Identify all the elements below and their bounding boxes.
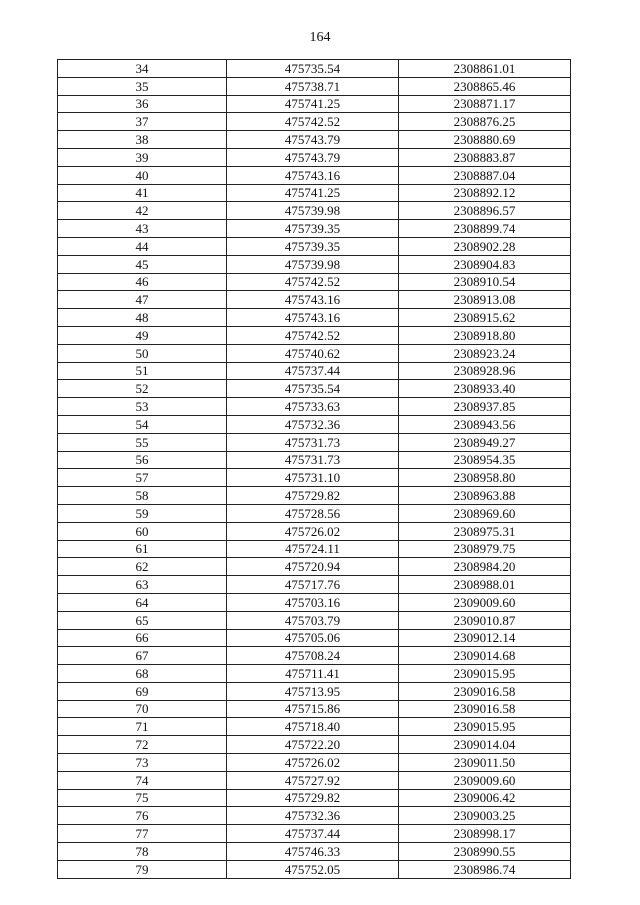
point-number-cell: 56 [58, 451, 227, 469]
x-coordinate-cell: 475705.06 [227, 629, 399, 647]
table-row [58, 469, 571, 487]
x-coordinate-cell: 475742.52 [227, 113, 399, 131]
point-number-cell: 46 [58, 273, 227, 291]
table-row [58, 843, 571, 861]
y-coordinate-cell: 2308923.24 [399, 344, 571, 362]
x-coordinate-cell: 475728.56 [227, 504, 399, 522]
y-coordinate-cell: 2308861.01 [399, 60, 571, 78]
coordinate-table [57, 59, 571, 879]
x-coordinate-cell: 475739.35 [227, 220, 399, 238]
table-row [58, 291, 571, 309]
coordinate-table-body [58, 60, 571, 879]
y-coordinate-cell: 2308984.20 [399, 558, 571, 576]
point-number-cell: 77 [58, 825, 227, 843]
table-row [58, 273, 571, 291]
x-coordinate-cell: 475715.86 [227, 700, 399, 718]
x-coordinate-cell: 475713.95 [227, 682, 399, 700]
x-coordinate-cell: 475732.36 [227, 807, 399, 825]
point-number-cell: 44 [58, 237, 227, 255]
y-coordinate-cell: 2308975.31 [399, 522, 571, 540]
point-number-cell: 57 [58, 469, 227, 487]
y-coordinate-cell: 2308998.17 [399, 825, 571, 843]
table-row [58, 754, 571, 772]
x-coordinate-cell: 475703.16 [227, 593, 399, 611]
x-coordinate-cell: 475711.41 [227, 665, 399, 683]
x-coordinate-cell: 475743.16 [227, 291, 399, 309]
table-row [58, 95, 571, 113]
point-number-cell: 60 [58, 522, 227, 540]
x-coordinate-cell: 475739.98 [227, 202, 399, 220]
point-number-cell: 64 [58, 593, 227, 611]
table-row [58, 576, 571, 594]
y-coordinate-cell: 2308887.04 [399, 166, 571, 184]
table-row [58, 380, 571, 398]
x-coordinate-cell: 475743.79 [227, 131, 399, 149]
x-coordinate-cell: 475752.05 [227, 860, 399, 878]
point-number-cell: 50 [58, 344, 227, 362]
y-coordinate-cell: 2308880.69 [399, 131, 571, 149]
y-coordinate-cell: 2308986.74 [399, 860, 571, 878]
x-coordinate-cell: 475732.36 [227, 415, 399, 433]
x-coordinate-cell: 475740.62 [227, 344, 399, 362]
point-number-cell: 69 [58, 682, 227, 700]
x-coordinate-cell: 475727.92 [227, 771, 399, 789]
table-row [58, 522, 571, 540]
table-row [58, 718, 571, 736]
point-number-cell: 42 [58, 202, 227, 220]
x-coordinate-cell: 475742.52 [227, 273, 399, 291]
table-row [58, 362, 571, 380]
y-coordinate-cell: 2308990.55 [399, 843, 571, 861]
point-number-cell: 74 [58, 771, 227, 789]
table-row [58, 807, 571, 825]
x-coordinate-cell: 475718.40 [227, 718, 399, 736]
x-coordinate-cell: 475743.16 [227, 309, 399, 327]
x-coordinate-cell: 475735.54 [227, 380, 399, 398]
table-row [58, 166, 571, 184]
table-row [58, 415, 571, 433]
point-number-cell: 70 [58, 700, 227, 718]
table-row [58, 148, 571, 166]
table-row [58, 398, 571, 416]
x-coordinate-cell: 475738.71 [227, 77, 399, 95]
table-row [58, 309, 571, 327]
point-number-cell: 71 [58, 718, 227, 736]
x-coordinate-cell: 475733.63 [227, 398, 399, 416]
y-coordinate-cell: 2308902.28 [399, 237, 571, 255]
y-coordinate-cell: 2309012.14 [399, 629, 571, 647]
x-coordinate-cell: 475735.54 [227, 60, 399, 78]
x-coordinate-cell: 475729.82 [227, 789, 399, 807]
point-number-cell: 68 [58, 665, 227, 683]
point-number-cell: 62 [58, 558, 227, 576]
table-row [58, 131, 571, 149]
x-coordinate-cell: 475731.73 [227, 451, 399, 469]
point-number-cell: 67 [58, 647, 227, 665]
table-row [58, 344, 571, 362]
y-coordinate-cell: 2308899.74 [399, 220, 571, 238]
table-row [58, 611, 571, 629]
x-coordinate-cell: 475726.02 [227, 754, 399, 772]
y-coordinate-cell: 2308915.62 [399, 309, 571, 327]
table-row [58, 771, 571, 789]
x-coordinate-cell: 475708.24 [227, 647, 399, 665]
table-row [58, 60, 571, 78]
x-coordinate-cell: 475741.25 [227, 184, 399, 202]
point-number-cell: 48 [58, 309, 227, 327]
point-number-cell: 61 [58, 540, 227, 558]
point-number-cell: 66 [58, 629, 227, 647]
x-coordinate-cell: 475746.33 [227, 843, 399, 861]
point-number-cell: 43 [58, 220, 227, 238]
page-number: 164 [309, 30, 331, 45]
point-number-cell: 52 [58, 380, 227, 398]
point-number-cell: 58 [58, 487, 227, 505]
point-number-cell: 47 [58, 291, 227, 309]
point-number-cell: 49 [58, 326, 227, 344]
point-number-cell: 34 [58, 60, 227, 78]
y-coordinate-cell: 2308928.96 [399, 362, 571, 380]
y-coordinate-cell: 2309014.68 [399, 647, 571, 665]
y-coordinate-cell: 2308954.35 [399, 451, 571, 469]
table-row [58, 558, 571, 576]
point-number-cell: 40 [58, 166, 227, 184]
x-coordinate-cell: 475737.44 [227, 362, 399, 380]
y-coordinate-cell: 2309009.60 [399, 593, 571, 611]
point-number-cell: 45 [58, 255, 227, 273]
x-coordinate-cell: 475724.11 [227, 540, 399, 558]
table-row [58, 220, 571, 238]
y-coordinate-cell: 2309010.87 [399, 611, 571, 629]
table-row [58, 682, 571, 700]
x-coordinate-cell: 475743.16 [227, 166, 399, 184]
table-row [58, 540, 571, 558]
point-number-cell: 36 [58, 95, 227, 113]
table-row [58, 77, 571, 95]
table-row [58, 700, 571, 718]
x-coordinate-cell: 475731.73 [227, 433, 399, 451]
point-number-cell: 38 [58, 131, 227, 149]
y-coordinate-cell: 2308943.56 [399, 415, 571, 433]
table-row [58, 202, 571, 220]
table-row [58, 825, 571, 843]
y-coordinate-cell: 2309006.42 [399, 789, 571, 807]
y-coordinate-cell: 2308958.80 [399, 469, 571, 487]
table-row [58, 647, 571, 665]
point-number-cell: 37 [58, 113, 227, 131]
table-row [58, 736, 571, 754]
x-coordinate-cell: 475743.79 [227, 148, 399, 166]
table-row [58, 184, 571, 202]
x-coordinate-cell: 475722.20 [227, 736, 399, 754]
point-number-cell: 41 [58, 184, 227, 202]
point-number-cell: 55 [58, 433, 227, 451]
y-coordinate-cell: 2308910.54 [399, 273, 571, 291]
y-coordinate-cell: 2308865.46 [399, 77, 571, 95]
point-number-cell: 73 [58, 754, 227, 772]
y-coordinate-cell: 2308892.12 [399, 184, 571, 202]
x-coordinate-cell: 475717.76 [227, 576, 399, 594]
table-row [58, 629, 571, 647]
y-coordinate-cell: 2308979.75 [399, 540, 571, 558]
point-number-cell: 65 [58, 611, 227, 629]
point-number-cell: 51 [58, 362, 227, 380]
table-row [58, 237, 571, 255]
point-number-cell: 76 [58, 807, 227, 825]
table-row [58, 451, 571, 469]
y-coordinate-cell: 2309016.58 [399, 700, 571, 718]
x-coordinate-cell: 475739.35 [227, 237, 399, 255]
point-number-cell: 35 [58, 77, 227, 95]
table-row [58, 487, 571, 505]
y-coordinate-cell: 2308949.27 [399, 433, 571, 451]
table-row [58, 665, 571, 683]
y-coordinate-cell: 2309015.95 [399, 718, 571, 736]
y-coordinate-cell: 2308904.83 [399, 255, 571, 273]
table-row [58, 255, 571, 273]
x-coordinate-cell: 475720.94 [227, 558, 399, 576]
table-row [58, 433, 571, 451]
point-number-cell: 79 [58, 860, 227, 878]
y-coordinate-cell: 2309011.50 [399, 754, 571, 772]
point-number-cell: 39 [58, 148, 227, 166]
point-number-cell: 75 [58, 789, 227, 807]
y-coordinate-cell: 2308933.40 [399, 380, 571, 398]
x-coordinate-cell: 475742.52 [227, 326, 399, 344]
point-number-cell: 59 [58, 504, 227, 522]
table-row [58, 860, 571, 878]
y-coordinate-cell: 2308896.57 [399, 202, 571, 220]
y-coordinate-cell: 2308963.88 [399, 487, 571, 505]
y-coordinate-cell: 2309009.60 [399, 771, 571, 789]
y-coordinate-cell: 2308913.08 [399, 291, 571, 309]
table-row [58, 504, 571, 522]
x-coordinate-cell: 475703.79 [227, 611, 399, 629]
x-coordinate-cell: 475741.25 [227, 95, 399, 113]
table-row [58, 326, 571, 344]
y-coordinate-cell: 2308918.80 [399, 326, 571, 344]
point-number-cell: 78 [58, 843, 227, 861]
y-coordinate-cell: 2309014.04 [399, 736, 571, 754]
y-coordinate-cell: 2308969.60 [399, 504, 571, 522]
point-number-cell: 63 [58, 576, 227, 594]
point-number-cell: 54 [58, 415, 227, 433]
y-coordinate-cell: 2309003.25 [399, 807, 571, 825]
table-row [58, 593, 571, 611]
y-coordinate-cell: 2308876.25 [399, 113, 571, 131]
point-number-cell: 72 [58, 736, 227, 754]
x-coordinate-cell: 475737.44 [227, 825, 399, 843]
x-coordinate-cell: 475726.02 [227, 522, 399, 540]
table-row [58, 789, 571, 807]
y-coordinate-cell: 2308937.85 [399, 398, 571, 416]
y-coordinate-cell: 2308883.87 [399, 148, 571, 166]
x-coordinate-cell: 475731.10 [227, 469, 399, 487]
y-coordinate-cell: 2308988.01 [399, 576, 571, 594]
point-number-cell: 53 [58, 398, 227, 416]
table-row [58, 113, 571, 131]
y-coordinate-cell: 2309015.95 [399, 665, 571, 683]
y-coordinate-cell: 2308871.17 [399, 95, 571, 113]
y-coordinate-cell: 2309016.58 [399, 682, 571, 700]
x-coordinate-cell: 475739.98 [227, 255, 399, 273]
x-coordinate-cell: 475729.82 [227, 487, 399, 505]
